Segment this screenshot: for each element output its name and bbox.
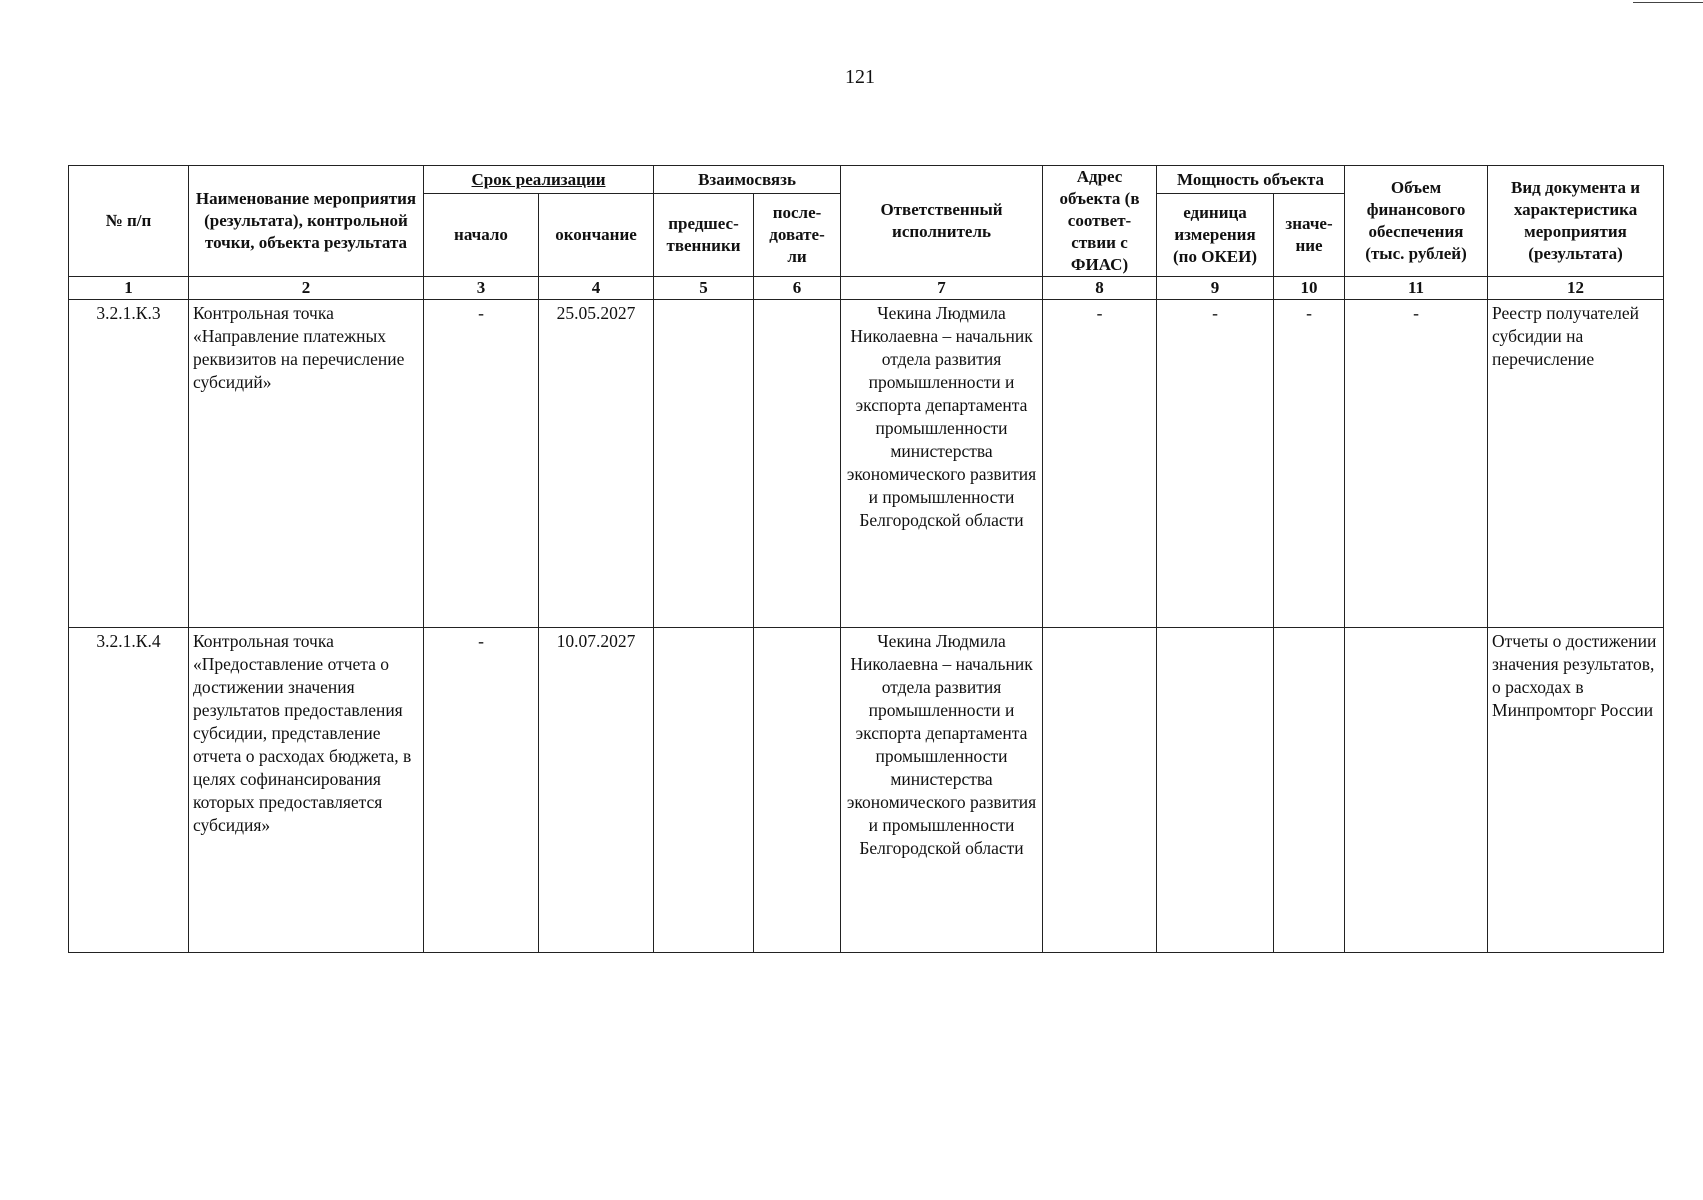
header-funding: Объем финансового обеспечения (тыс. рублей) [1345,166,1488,277]
header-start: начало [424,194,539,277]
row-address: - [1043,300,1157,628]
row-document: Реестр получателей субсидии на перечисление [1488,300,1664,628]
header-successors: после- довате- ли [754,194,841,277]
row-value [1274,628,1345,953]
row-funding [1345,628,1488,953]
row-responsible: Чекина Людмила Николаевна – начальник отдела развития промышленности и экспорта департамента промышленности министерства экономического развития и промышленности Белгородской области [841,300,1043,628]
row-unit: - [1157,300,1274,628]
row-successors [754,628,841,953]
column-number: 6 [754,277,841,300]
corner-rule [1633,2,1703,3]
header-unit: единица измерения (по ОКЕИ) [1157,194,1274,277]
column-number: 10 [1274,277,1345,300]
row-address [1043,628,1157,953]
plan-table [68,165,1664,953]
row-end: 10.07.2027 [539,628,654,953]
row-name: Контрольная точка «Предоставление отчета о достижении значения результатов предоставления субсидии, представление отчета о расходах бюджета, в целях софинансирования которых предоставляется субсидия» [189,628,424,953]
column-number: 2 [189,277,424,300]
header-responsible: Ответственный исполнитель [841,166,1043,277]
column-number: 1 [69,277,189,300]
header-group-term-label: Срок реализации [471,169,606,189]
column-number: 9 [1157,277,1274,300]
row-predecessors [654,300,754,628]
header-end: окончание [539,194,654,277]
row-value: - [1274,300,1345,628]
column-number: 12 [1488,277,1664,300]
header-value: значе- ние [1274,194,1345,277]
column-number: 4 [539,277,654,300]
header-document: Вид документа и характеристика мероприятия (результата) [1488,166,1664,277]
row-unit [1157,628,1274,953]
row-successors [754,300,841,628]
header-group-capacity: Мощность объекта [1157,166,1345,194]
row-funding: - [1345,300,1488,628]
header-address: Адрес объекта (в соответ- ствии с ФИАС) [1043,166,1157,277]
column-number: 5 [654,277,754,300]
header-predecessors: предшес- твенники [654,194,754,277]
page-number: 121 [845,66,875,88]
row-predecessors [654,628,754,953]
header-group-term [424,166,654,194]
column-number: 8 [1043,277,1157,300]
row-end: 25.05.2027 [539,300,654,628]
row-start: - [424,628,539,953]
table-row [69,628,1664,953]
header-group-link: Взаимосвязь [654,166,841,194]
row-document: Отчеты о достижении значения результатов, о расходах в Минпромторг России [1488,628,1664,953]
row-name: Контрольная точка «Направление платежных реквизитов на перечисление субсидий» [189,300,424,628]
row-responsible: Чекина Людмила Николаевна – начальник отдела развития промышленности и экспорта департамента промышленности министерства экономического развития и промышленности Белгородской области [841,628,1043,953]
row-start: - [424,300,539,628]
column-number: 11 [1345,277,1488,300]
row-num: 3.2.1.К.4 [69,628,189,953]
header-name: Наименование мероприятия (результата), контрольной точки, объекта результата [189,166,424,277]
header-num: № п/п [69,166,189,277]
table-row [69,300,1664,628]
row-num: 3.2.1.К.3 [69,300,189,628]
column-number: 3 [424,277,539,300]
column-number: 7 [841,277,1043,300]
